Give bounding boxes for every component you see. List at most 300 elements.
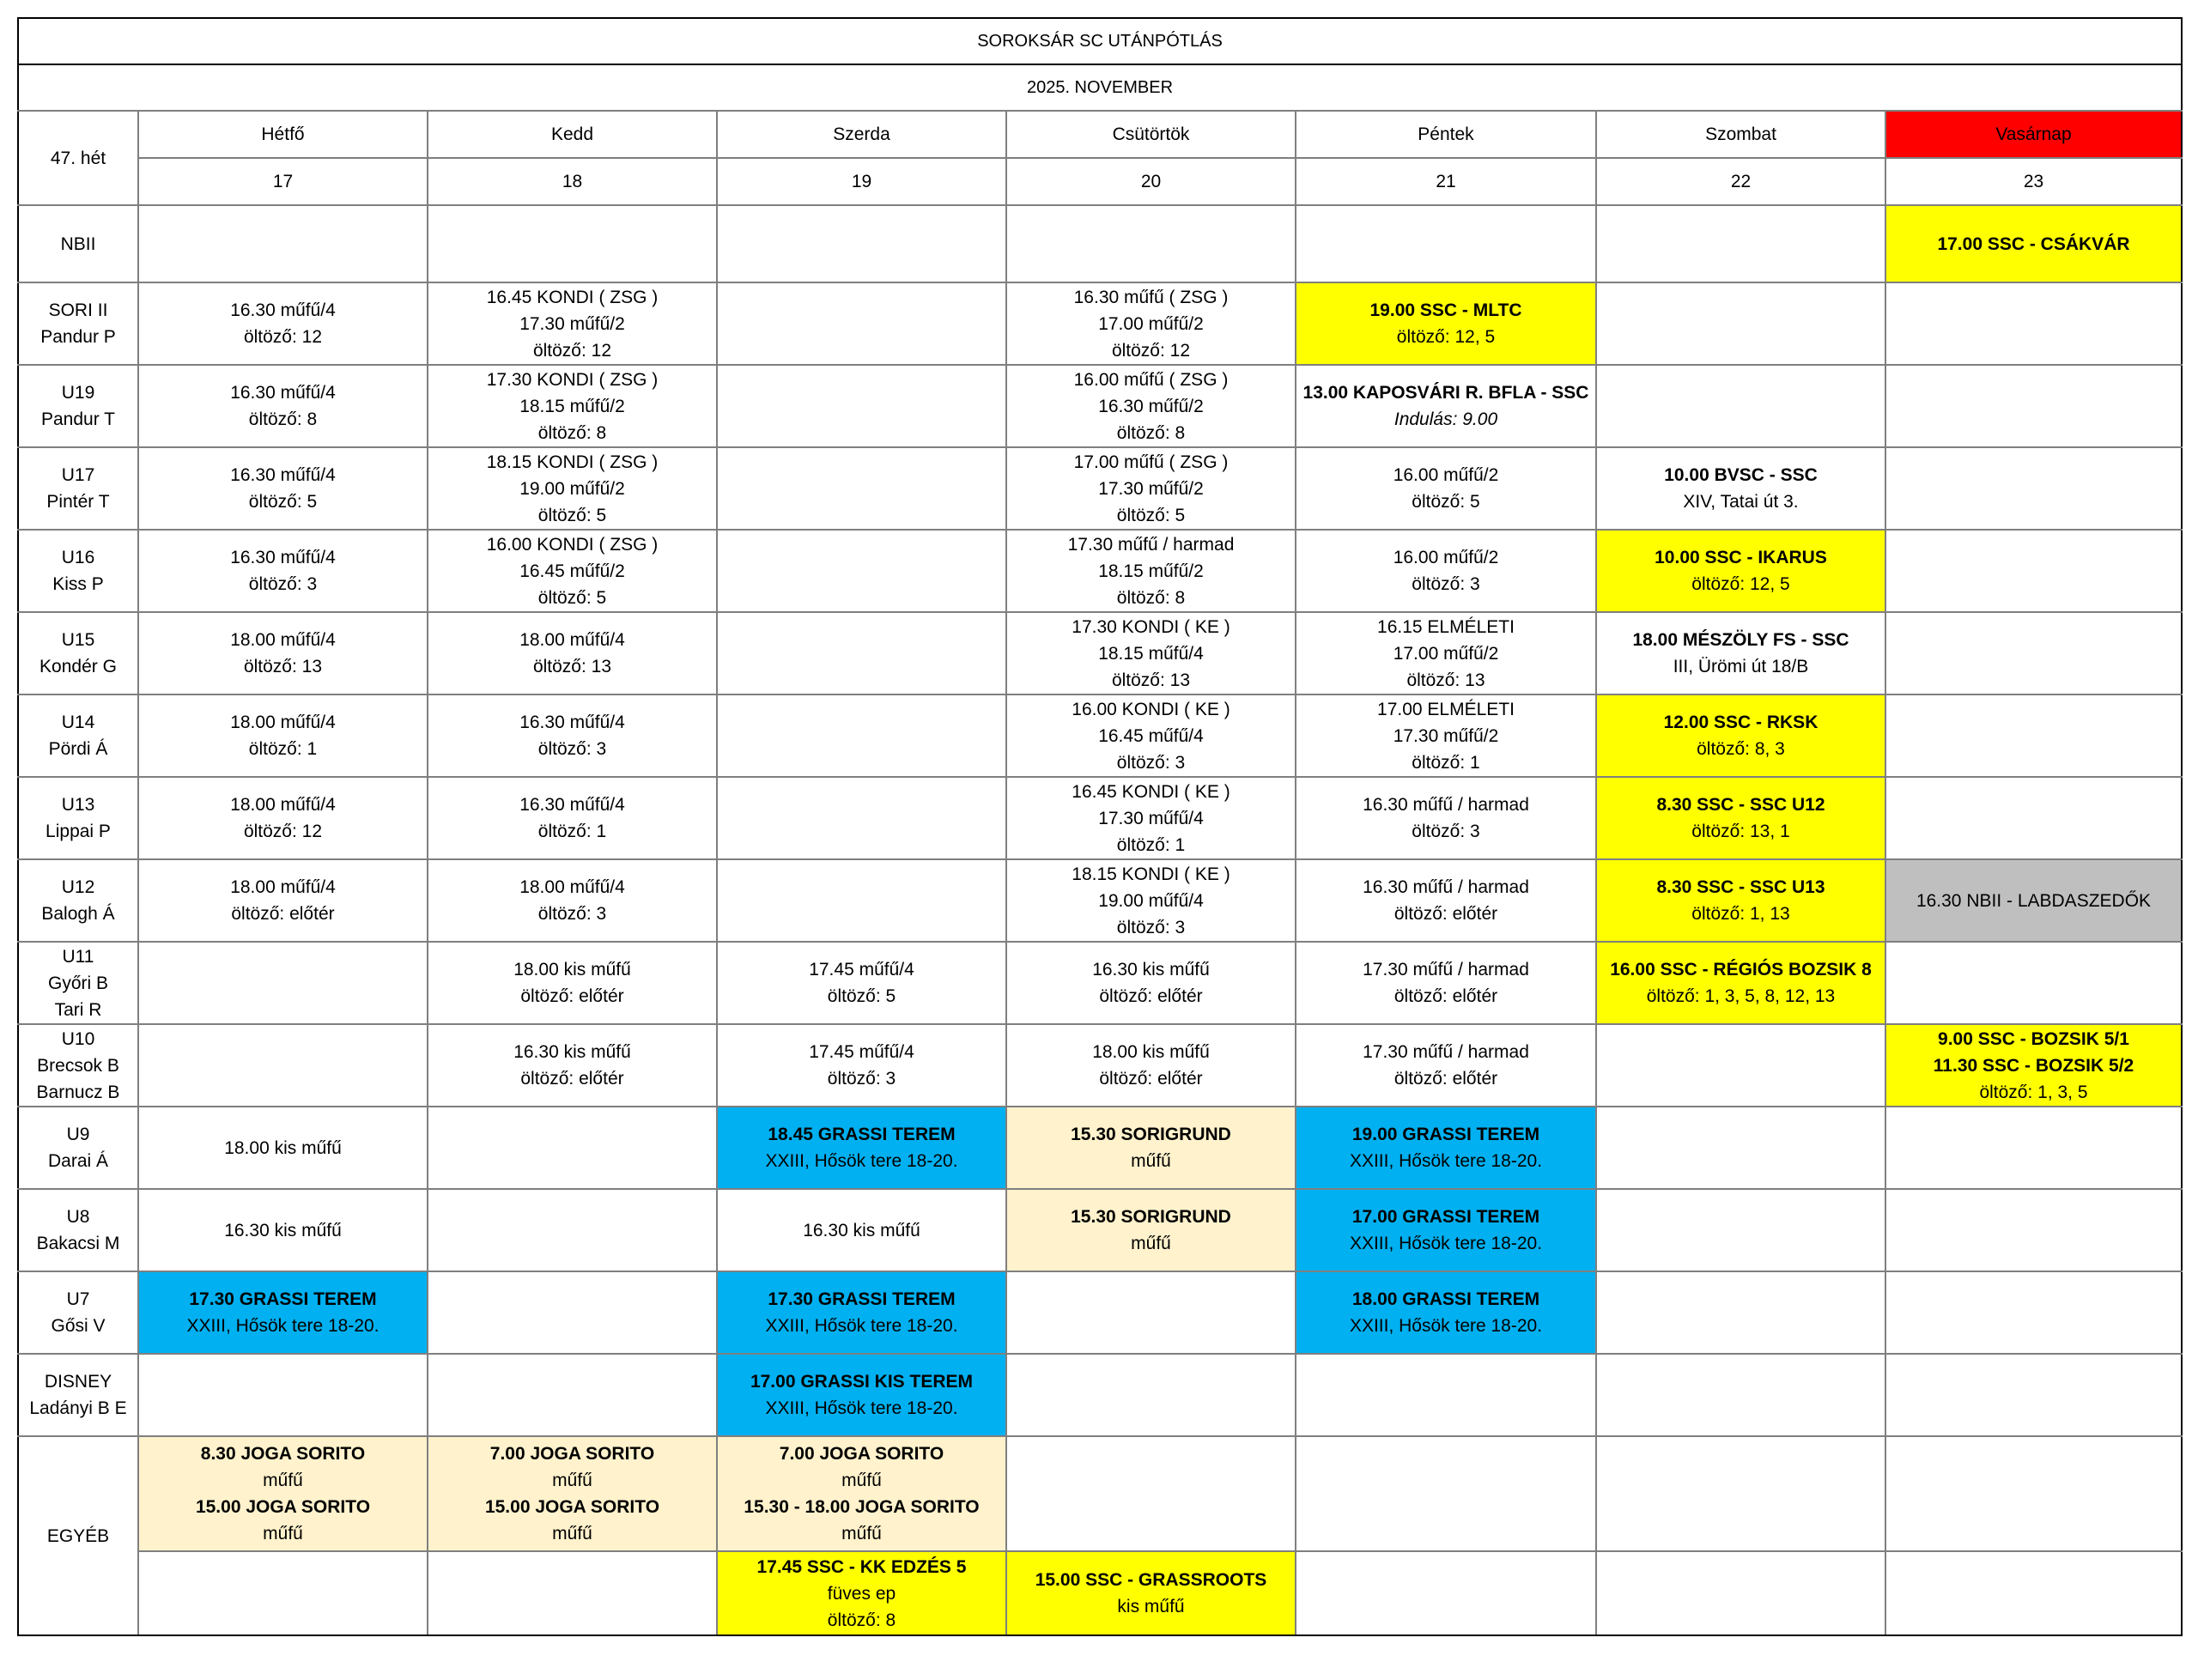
team-row-u8 <box>18 1189 2182 1271</box>
team-label-line: U14 <box>61 713 95 732</box>
schedule-cell <box>138 447 428 530</box>
schedule-cell <box>1006 694 1296 777</box>
schedule-entry-line: öltöző: 1 <box>1116 834 1186 855</box>
schedule-entry-line: 18.00 műfű/4 <box>230 795 336 815</box>
schedule-entry-line: 19.00 műfű/4 <box>1098 890 1204 911</box>
schedule-cell <box>1596 447 1885 530</box>
schedule-cell <box>1885 777 2182 859</box>
schedule-entry-line: öltöző: 8, 3 <box>1697 739 1785 759</box>
day-header-1: Kedd <box>428 111 717 158</box>
schedule-entry-line: öltöző: előtér <box>1393 904 1498 924</box>
team-label-line: U15 <box>61 630 95 650</box>
team-label-line: Kiss P <box>52 574 104 594</box>
schedule-entry-line: XXIII, Hősök tere 18-20. <box>765 1316 958 1336</box>
schedule-entry-line: 17.45 műfű/4 <box>809 1042 914 1062</box>
schedule-cell <box>138 1354 428 1436</box>
team-label-line: Bakacsi M <box>36 1234 120 1253</box>
schedule-cell <box>1596 1354 1885 1436</box>
schedule-cell <box>428 447 717 530</box>
schedule-cell <box>1596 612 1885 694</box>
team-label-line: Pördi Á <box>48 739 108 759</box>
schedule-entry-line: 18.00 GRASSI TEREM <box>1351 1289 1540 1309</box>
schedule-entry-line: öltöző: 13 <box>243 657 323 676</box>
schedule-cell <box>717 694 1006 777</box>
team-label <box>18 1271 138 1354</box>
schedule-entry-line: öltöző: 5 <box>1412 492 1480 512</box>
schedule-cell <box>1596 859 1885 942</box>
schedule-cell <box>1006 1189 1296 1271</box>
schedule-cell <box>138 777 428 859</box>
schedule-entry-line: műfű <box>263 1524 303 1544</box>
schedule-entry-line: 16.45 KONDI ( ZSG ) <box>486 287 659 307</box>
schedule-entry-line: öltöző: 5 <box>1116 505 1186 525</box>
title-row <box>18 18 2182 64</box>
schedule-cell <box>428 530 717 612</box>
month-row <box>18 64 2182 111</box>
schedule-entry-line: öltöző: 3 <box>1116 752 1186 773</box>
schedule-entry-line: 17.00 műfű ( ZSG ) <box>1073 452 1229 472</box>
schedule-cell <box>1885 1271 2182 1354</box>
schedule-entry-line: 19.00 GRASSI TEREM <box>1351 1125 1540 1144</box>
team-label-line: U10 <box>61 1028 95 1049</box>
schedule-cell <box>1006 777 1296 859</box>
schedule-entry-line: 17.00 SSC - CSÁKVÁR <box>1937 234 2130 254</box>
schedule-entry-line: öltöző: 1 <box>537 822 607 841</box>
team-row-u9 <box>18 1107 2182 1189</box>
schedule-entry-line: műfű <box>841 1524 882 1544</box>
day-header-0: Hétfő <box>138 111 428 158</box>
schedule-cell <box>1596 530 1885 612</box>
schedule-cell <box>1006 942 1296 1024</box>
schedule-cell <box>428 365 717 447</box>
team-label <box>18 447 138 530</box>
schedule-cell <box>1296 447 1596 530</box>
schedule-cell <box>1596 1271 1885 1354</box>
schedule-cell <box>138 942 428 1024</box>
team-label-line: U16 <box>61 548 95 567</box>
schedule-entry-line: 13.00 KAPOSVÁRI R. BFLA - SSC <box>1302 383 1589 403</box>
schedule-entry-line: 16.30 műfű/4 <box>230 300 336 320</box>
week-label: 47. hét <box>18 111 138 205</box>
schedule-entry-line: öltöző: 1, 3, 5 <box>1979 1082 2088 1102</box>
schedule-cell <box>1596 282 1885 365</box>
schedule-entry-line: 19.00 SSC - MLTC <box>1369 300 1522 320</box>
schedule-entry-line: öltöző: 12 <box>243 822 323 841</box>
day-date-5: 22 <box>1596 158 1885 205</box>
schedule-entry-line: öltöző: 1 <box>248 739 318 759</box>
schedule-entry-line: 17.00 műfű/2 <box>1393 643 1499 664</box>
schedule-entry-line: öltöző: előtér <box>520 1069 624 1089</box>
schedule-entry-line: 18.00 MÉSZÖLY FS - SSC <box>1632 630 1849 650</box>
schedule-entry-line: 16.30 műfű/2 <box>1098 396 1204 416</box>
schedule-entry-line: 16.30 műfű/4 <box>230 465 336 485</box>
schedule-entry-line: 15.30 - 18.00 JOGA SORITO <box>744 1497 980 1517</box>
schedule-entry-line: füves ep <box>827 1583 896 1604</box>
schedule-entry-line: műfű <box>552 1524 592 1544</box>
schedule-cell <box>428 282 717 365</box>
team-label <box>18 365 138 447</box>
schedule-entry-line: 15.00 JOGA SORITO <box>195 1497 371 1517</box>
schedule-entry-line: III, Ürömi út 18/B <box>1673 657 1809 676</box>
schedule-cell <box>1296 1551 1596 1635</box>
schedule-cell <box>1296 205 1596 282</box>
schedule-entry-line: öltöző: 3 <box>248 574 318 594</box>
schedule-entry-line: öltöző: 5 <box>248 492 318 512</box>
schedule-entry-line: 16.00 SSC - RÉGIÓS BOZSIK 8 <box>1610 960 1872 979</box>
schedule-entry-line: öltöző: 5 <box>537 505 607 525</box>
schedule-entry-line: 17.30 műfű / harmad <box>1363 1042 1529 1062</box>
team-label-line: Győri B <box>47 973 108 993</box>
schedule-cell <box>1006 1024 1296 1107</box>
team-row-u10 <box>18 1024 2182 1107</box>
schedule-cell <box>1885 1436 2182 1551</box>
schedule-cell <box>1596 365 1885 447</box>
schedule-entry-line: 16.30 kis műfű <box>1092 960 1210 979</box>
schedule-cell <box>1296 282 1596 365</box>
schedule-entry-line: öltöző: előtér <box>1099 986 1203 1006</box>
schedule-cell <box>717 859 1006 942</box>
schedule-entry-line: öltöző: előtér <box>520 986 624 1006</box>
schedule-entry-line: 16.00 KONDI ( KE ) <box>1072 699 1230 719</box>
schedule-cell <box>717 1189 1006 1271</box>
schedule-entry-line: 17.00 ELMÉLETI <box>1377 699 1515 719</box>
schedule-cell <box>428 942 717 1024</box>
schedule-entry-line: öltöző: előtér <box>1393 1069 1498 1089</box>
schedule-cell <box>717 1436 1006 1551</box>
schedule-entry-line: 18.15 KONDI ( ZSG ) <box>486 452 659 472</box>
schedule-cell <box>138 694 428 777</box>
schedule-entry-line: 18.15 műfű/2 <box>1098 561 1204 581</box>
team-label-line: U19 <box>61 383 95 403</box>
team-row-u12 <box>18 859 2182 942</box>
team-label-line: Pandur P <box>40 327 116 347</box>
schedule-entry-line: 17.30 műfű/4 <box>1098 808 1204 828</box>
schedule-entry-line: 16.30 kis műfű <box>803 1220 920 1240</box>
schedule-cell <box>1296 942 1596 1024</box>
schedule-cell <box>1006 1271 1296 1354</box>
team-label-line: U11 <box>62 946 94 967</box>
schedule-entry-line: 17.00 műfű/2 <box>1098 313 1204 334</box>
schedule-cell <box>428 1024 717 1107</box>
day-header-2: Szerda <box>717 111 1006 158</box>
team-label-line: Gősi V <box>51 1316 106 1336</box>
team-row-u15 <box>18 612 2182 694</box>
schedule-entry-line: 9.00 SSC - BOZSIK 5/1 <box>1938 1028 2129 1049</box>
day-names-row <box>18 111 2182 158</box>
egyeb-row1 <box>18 1436 2182 1551</box>
schedule-entry-line: öltöző: 1, 3, 5, 8, 12, 13 <box>1646 986 1836 1006</box>
schedule-cell <box>1885 942 2182 1024</box>
schedule-entry-line: 7.00 JOGA SORITO <box>489 1444 655 1464</box>
schedule-entry-line: 15.00 SSC - GRASSROOTS <box>1035 1570 1267 1590</box>
schedule-entry-line: 18.00 kis műfű <box>513 960 631 979</box>
schedule-cell <box>1885 530 2182 612</box>
schedule-entry-line: öltöző: 13, 1 <box>1691 822 1790 841</box>
schedule-entry-line: öltöző: 12 <box>243 327 323 347</box>
schedule-entry-line: XXIII, Hősök tere 18-20. <box>1349 1234 1543 1253</box>
schedule-entry-line: öltöző: 3 <box>827 1069 896 1089</box>
schedule-entry-line: öltöző: 3 <box>537 904 607 924</box>
team-label-line: Darai Á <box>47 1151 109 1171</box>
schedule-entry-line: XXIII, Hősök tere 18-20. <box>765 1398 958 1418</box>
schedule-cell <box>717 942 1006 1024</box>
team-label <box>18 859 138 942</box>
schedule-cell <box>1296 1189 1596 1271</box>
schedule-entry-line: öltöző: 1 <box>1412 752 1480 773</box>
schedule-entry-line: 16.45 műfű/2 <box>519 561 625 581</box>
day-date-0: 17 <box>138 158 428 205</box>
schedule-entry-line: öltöző: 5 <box>827 986 896 1006</box>
schedule-cell <box>1006 282 1296 365</box>
schedule-entry-line: 16.45 KONDI ( KE ) <box>1072 781 1230 802</box>
schedule-entry-line: 16.30 műfű ( ZSG ) <box>1073 287 1229 307</box>
schedule-cell <box>1296 612 1596 694</box>
schedule-entry-line: 18.15 KONDI ( KE ) <box>1072 864 1230 884</box>
schedule-entry-line: 18.15 műfű/4 <box>1098 643 1204 664</box>
day-date-4: 21 <box>1296 158 1596 205</box>
team-label-line: Pintér T <box>46 492 110 512</box>
schedule-cell <box>428 1436 717 1551</box>
schedule-cell <box>1296 1271 1596 1354</box>
schedule-cell <box>1296 365 1596 447</box>
day-header-6: Vasárnap <box>1885 111 2182 158</box>
schedule-entry-line: 17.30 műfű / harmad <box>1067 534 1235 555</box>
schedule-cell <box>428 1189 717 1271</box>
schedule-entry-line: XIV, Tatai út 3. <box>1683 492 1799 512</box>
schedule-cell <box>1006 1354 1296 1436</box>
schedule-entry-line: 16.30 műfű/4 <box>519 795 625 815</box>
team-label <box>18 282 138 365</box>
team-label-line: SORI II <box>48 300 108 320</box>
schedule-cell <box>1296 1436 1596 1551</box>
schedule-entry-line: 17.30 KONDI ( ZSG ) <box>486 369 659 390</box>
schedule-cell <box>138 612 428 694</box>
dates-row <box>18 158 2182 205</box>
schedule-entry-line: 16.00 műfű ( ZSG ) <box>1073 369 1229 390</box>
schedule-entry-line: 15.00 JOGA SORITO <box>484 1497 660 1517</box>
schedule-cell <box>1596 205 1885 282</box>
schedule-entry-line: 16.00 KONDI ( ZSG ) <box>486 534 659 555</box>
schedule-entry-line: öltöző: 13 <box>532 657 612 676</box>
team-row-u7 <box>18 1271 2182 1354</box>
schedule-cell <box>717 612 1006 694</box>
team-row-u11 <box>18 942 2182 1024</box>
team-row-u16 <box>18 530 2182 612</box>
team-label <box>18 530 138 612</box>
schedule-entry-line: műfű <box>1131 1234 1171 1253</box>
schedule-cell <box>138 1024 428 1107</box>
schedule-cell <box>428 1107 717 1189</box>
schedule-cell <box>1006 365 1296 447</box>
team-label <box>18 1107 138 1189</box>
schedule-cell <box>1885 447 2182 530</box>
schedule-cell <box>1885 612 2182 694</box>
schedule-entry-line: 18.00 műfű/4 <box>230 877 336 897</box>
schedule-entry-line: 8.30 SSC - SSC U13 <box>1656 877 1825 897</box>
schedule-entry-line: öltöző: 12 <box>532 340 612 361</box>
schedule-cell <box>1006 530 1296 612</box>
schedule-cell <box>1885 205 2182 282</box>
schedule-cell <box>1885 282 2182 365</box>
schedule-entry-line: öltöző: 12 <box>1111 340 1191 361</box>
schedule-cell <box>1596 1551 1885 1635</box>
day-header-3: Csütörtök <box>1006 111 1296 158</box>
day-date-3: 20 <box>1006 158 1296 205</box>
schedule-entry-line: öltöző: 3 <box>1116 917 1186 937</box>
schedule-cell <box>717 777 1006 859</box>
schedule-entry-line: 15.30 SORIGRUND <box>1071 1125 1231 1144</box>
schedule-cell <box>1596 942 1885 1024</box>
team-label-line: U13 <box>61 795 95 815</box>
schedule-cell <box>428 1551 717 1635</box>
schedule-entry-line: 18.00 műfű/4 <box>230 630 336 650</box>
schedule-cell <box>138 282 428 365</box>
team-label-line: U8 <box>66 1207 90 1227</box>
schedule-cell <box>138 1189 428 1271</box>
schedule-cell <box>717 205 1006 282</box>
team-label-line: Pandur T <box>41 409 115 429</box>
schedule-cell <box>1596 1024 1885 1107</box>
schedule-cell <box>1006 1107 1296 1189</box>
schedule-entry-line: 17.30 műfű/2 <box>1098 478 1204 499</box>
day-date-1: 18 <box>428 158 717 205</box>
egyeb-row2 <box>18 1551 2182 1635</box>
schedule-entry-line: műfű <box>1131 1151 1171 1171</box>
schedule-entry-line: öltöző: 3 <box>1412 822 1480 841</box>
schedule-entry-line: 16.00 műfű/2 <box>1393 465 1499 485</box>
schedule-entry-line: műfű <box>552 1471 592 1490</box>
schedule-cell <box>717 530 1006 612</box>
schedule-cell <box>138 1107 428 1189</box>
schedule-entry-line: öltöző: 13 <box>1111 670 1191 690</box>
schedule-cell <box>1596 1107 1885 1189</box>
day-date-6: 23 <box>1885 158 2182 205</box>
schedule-cell <box>1885 1551 2182 1635</box>
schedule-entry-line: 17.00 GRASSI TEREM <box>1351 1207 1540 1227</box>
schedule-cell <box>138 365 428 447</box>
schedule-entry-line: 16.00 műfű/2 <box>1393 548 1499 567</box>
team-row-disney <box>18 1354 2182 1436</box>
team-label-line: NBII <box>60 234 96 254</box>
schedule-entry-line: öltöző: 5 <box>537 587 607 608</box>
schedule-entry-line: 16.30 NBII - LABDASZEDŐK <box>1916 890 2152 911</box>
team-row-u13 <box>18 777 2182 859</box>
schedule-cell <box>1296 1107 1596 1189</box>
schedule-cell <box>717 447 1006 530</box>
schedule-cell <box>717 1271 1006 1354</box>
schedule-cell <box>1006 447 1296 530</box>
team-label-line: U7 <box>66 1289 90 1309</box>
team-label-line: Brecsok B <box>37 1055 119 1076</box>
schedule-cell <box>1885 1189 2182 1271</box>
schedule-entry-line: öltöző: 3 <box>537 739 607 759</box>
team-row-sori-ii <box>18 282 2182 365</box>
schedule-entry-line: öltöző: 8 <box>1116 587 1186 608</box>
schedule-cell <box>1885 1354 2182 1436</box>
weekly-schedule-table <box>17 17 2183 1636</box>
schedule-entry-line: 17.30 műfű/2 <box>1393 725 1499 746</box>
schedule-cell <box>428 205 717 282</box>
schedule-entry-line: Indulás: 9.00 <box>1393 409 1498 429</box>
schedule-entry-line: 18.00 műfű/4 <box>519 877 625 897</box>
schedule-cell <box>1296 777 1596 859</box>
schedule-cell <box>717 365 1006 447</box>
schedule-cell <box>1596 1189 1885 1271</box>
schedule-cell <box>428 777 717 859</box>
day-header-5: Szombat <box>1596 111 1885 158</box>
team-label-line: Ladányi B E <box>29 1398 127 1418</box>
schedule-entry-line: XXIII, Hősök tere 18-20. <box>1349 1151 1543 1171</box>
schedule-entry-line: öltöző: 8 <box>827 1610 896 1630</box>
schedule-entry-line: 18.00 kis műfű <box>1092 1042 1210 1062</box>
schedule-entry-line: 19.00 műfű/2 <box>519 478 625 499</box>
schedule-cell <box>717 1107 1006 1189</box>
team-row-u14 <box>18 694 2182 777</box>
day-date-2: 19 <box>717 158 1006 205</box>
schedule-cell <box>1006 205 1296 282</box>
schedule-cell <box>1885 365 2182 447</box>
schedule-entry-line: 17.30 KONDI ( KE ) <box>1072 616 1230 637</box>
schedule-entry-line: 8.30 SSC - SSC U12 <box>1656 795 1825 815</box>
schedule-entry-line: öltöző: előtér <box>1099 1069 1203 1089</box>
schedule-cell <box>428 1271 717 1354</box>
schedule-entry-line: 18.15 műfű/2 <box>519 396 625 416</box>
schedule-cell <box>138 859 428 942</box>
schedule-entry-line: 17.30 műfű / harmad <box>1363 960 1529 979</box>
schedule-entry-line: 16.45 műfű/4 <box>1098 725 1204 746</box>
schedule-entry-line: 16.30 műfű/4 <box>230 548 336 567</box>
schedule-cell <box>1296 1354 1596 1436</box>
team-label <box>18 205 138 282</box>
schedule-cell <box>1296 1024 1596 1107</box>
schedule-entry-line: öltöző: 12, 5 <box>1396 327 1496 347</box>
schedule-cell <box>138 1551 428 1635</box>
schedule-cell <box>1885 859 2182 942</box>
schedule-cell <box>1596 694 1885 777</box>
schedule-entry-line: 18.00 műfű/4 <box>519 630 625 650</box>
team-label-line: DISNEY <box>44 1372 112 1392</box>
schedule-entry-line: 18.00 műfű/4 <box>230 713 336 732</box>
sheet-title: SOROKSÁR SC UTÁNPÓTLÁS <box>18 18 2182 64</box>
schedule-entry-line: XXIII, Hősök tere 18-20. <box>765 1151 958 1171</box>
schedule-cell <box>1885 1024 2182 1107</box>
schedule-cell <box>1296 859 1596 942</box>
team-label <box>18 694 138 777</box>
schedule-cell <box>1296 530 1596 612</box>
schedule-entry-line: 16.30 kis műfű <box>513 1042 631 1062</box>
schedule-entry-line: öltöző: 13 <box>1406 670 1485 690</box>
schedule-entry-line: 17.45 SSC - KK EDZÉS 5 <box>756 1556 967 1577</box>
schedule-cell <box>1885 694 2182 777</box>
schedule-entry-line: 16.30 műfű/4 <box>230 383 336 403</box>
schedule-entry-line: 11.30 SSC - BOZSIK 5/2 <box>1933 1055 2134 1076</box>
schedule-cell <box>1006 859 1296 942</box>
team-label <box>18 1189 138 1271</box>
schedule-cell <box>1006 612 1296 694</box>
schedule-entry-line: 16.30 műfű / harmad <box>1363 795 1529 815</box>
schedule-entry-line: öltöző: 8 <box>248 409 318 429</box>
schedule-cell <box>717 1551 1006 1635</box>
schedule-cell <box>717 1354 1006 1436</box>
schedule-entry-line: 16.30 kis műfű <box>224 1220 342 1240</box>
schedule-cell <box>138 530 428 612</box>
schedule-entry-line: műfű <box>841 1471 882 1490</box>
schedule-entry-line: öltöző: 8 <box>1116 422 1186 443</box>
schedule-cell <box>138 1436 428 1551</box>
schedule-cell <box>1885 1107 2182 1189</box>
schedule-cell <box>138 1271 428 1354</box>
schedule-entry-line: műfű <box>263 1471 303 1490</box>
